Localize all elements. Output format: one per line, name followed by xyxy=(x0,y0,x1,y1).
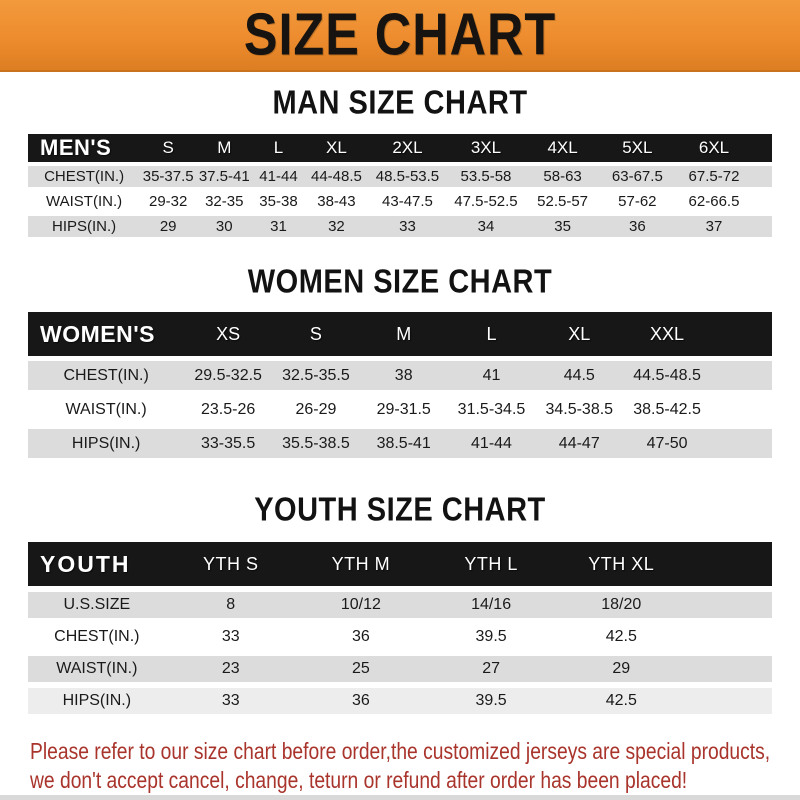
size-value-cell: 37.5-41 xyxy=(198,168,250,185)
size-value-cell: 33 xyxy=(221,628,240,645)
size-column-header: XS xyxy=(184,312,272,356)
size-value-cell: 43-47.5 xyxy=(382,193,433,210)
size-value-cell: 37 xyxy=(705,218,723,235)
size-value-cell: 44.5-48.5 xyxy=(633,366,701,384)
size-column-header: 6XL xyxy=(675,134,754,162)
youth-size-table xyxy=(28,536,772,720)
size-value-cell: 58-63 xyxy=(543,168,582,185)
size-value-cell: 29-31.5 xyxy=(376,400,431,418)
row-spacer-cell xyxy=(753,166,772,187)
header-spacer-cell xyxy=(753,134,772,162)
size-value-cell: 38 xyxy=(394,366,413,384)
row-label-cell: HIPS(IN.) xyxy=(71,434,141,452)
row-label-cell: WAIST(IN.) xyxy=(56,660,138,677)
row-spacer-cell xyxy=(711,429,772,458)
size-value-cell: 8 xyxy=(226,596,236,613)
size-value-cell: 26-29 xyxy=(295,400,337,418)
size-value-cell: 29 xyxy=(612,660,631,677)
size-column-header: 5XL xyxy=(600,134,675,162)
row-label-cell: WAIST(IN.) xyxy=(65,400,147,418)
table-row xyxy=(28,166,772,187)
size-value-cell: 34 xyxy=(477,218,495,235)
section-women xyxy=(0,263,800,463)
size-value-cell: 32.5-35.5 xyxy=(282,366,350,384)
header-spacer-cell xyxy=(686,542,772,586)
size-value-cell: 44.5 xyxy=(563,366,595,384)
footer-line-1: Please refer to our size chart before order,the customized jerseys are special products, xyxy=(30,738,771,764)
size-column-header: YTH XL xyxy=(556,542,686,586)
header-spacer-cell xyxy=(711,312,772,356)
size-value-cell: 35.5-38.5 xyxy=(282,434,350,452)
table-title-cell: YOUTH xyxy=(28,542,166,586)
size-value-cell: 33 xyxy=(221,692,240,709)
row-spacer-cell xyxy=(686,656,772,682)
size-value-cell: 32-35 xyxy=(205,193,244,210)
size-column-header: YTH S xyxy=(166,542,296,586)
size-value-cell: 38.5-42.5 xyxy=(633,400,701,418)
size-value-cell: 32 xyxy=(328,218,345,235)
size-value-cell: 18/20 xyxy=(601,596,642,613)
table-header-row xyxy=(28,312,772,356)
size-value-cell: 39.5 xyxy=(475,692,507,709)
size-value-cell: 35 xyxy=(554,218,571,235)
table-row xyxy=(28,656,772,682)
youth-section-heading-text: YOUTH SIZE CHART xyxy=(254,491,546,529)
size-column-header: YTH M xyxy=(296,542,426,586)
men-section-heading-text: MAN SIZE CHART xyxy=(272,84,528,122)
size-value-cell: 23.5-26 xyxy=(201,400,256,418)
size-column-header: S xyxy=(140,134,196,162)
women-size-table xyxy=(28,307,772,463)
size-value-cell: 29 xyxy=(159,218,177,235)
row-spacer-cell xyxy=(686,592,772,618)
table-header-row xyxy=(28,542,772,586)
size-value-cell: 27 xyxy=(482,660,500,677)
table-header-row xyxy=(28,134,772,162)
table-row xyxy=(28,216,772,237)
table-row xyxy=(28,395,772,424)
size-value-cell: 41-44 xyxy=(471,434,512,452)
size-value-cell: 67.5-72 xyxy=(688,168,740,185)
row-label-cell: CHEST(IN.) xyxy=(44,168,125,185)
size-value-cell: 31.5-34.5 xyxy=(457,400,526,418)
size-value-cell: 35-38 xyxy=(259,193,298,210)
size-column-header: YTH L xyxy=(426,542,556,586)
row-spacer-cell xyxy=(711,395,772,424)
size-value-cell: 33 xyxy=(399,218,416,235)
row-label-cell: HIPS(IN.) xyxy=(51,218,117,235)
size-value-cell: 34.5-38.5 xyxy=(545,400,614,418)
men-size-table xyxy=(28,130,772,241)
row-label-cell: U.S.SIZE xyxy=(63,596,131,613)
table-row xyxy=(28,592,772,618)
size-value-cell: 29-32 xyxy=(149,193,188,210)
men-section-heading xyxy=(0,84,800,122)
row-label-cell: CHEST(IN.) xyxy=(63,366,149,384)
size-column-header: M xyxy=(360,312,448,356)
size-column-header: L xyxy=(252,134,304,162)
size-value-cell: 48.5-53.5 xyxy=(375,168,440,185)
row-spacer-cell xyxy=(753,216,772,237)
size-value-cell: 47.5-52.5 xyxy=(454,193,518,210)
size-value-cell: 41 xyxy=(482,366,501,384)
table-row xyxy=(28,361,772,390)
size-value-cell: 35-37.5 xyxy=(142,168,194,185)
size-value-cell: 53.5-58 xyxy=(460,168,512,185)
size-value-cell: 42.5 xyxy=(605,628,637,645)
size-value-cell: 63-67.5 xyxy=(611,168,663,185)
table-row xyxy=(28,191,772,212)
size-value-cell: 57-62 xyxy=(618,193,657,210)
size-value-cell: 31 xyxy=(270,218,287,235)
size-value-cell: 52.5-57 xyxy=(537,193,589,210)
row-label-cell: CHEST(IN.) xyxy=(54,628,140,645)
row-label-cell: WAIST(IN.) xyxy=(46,193,123,210)
size-value-cell: 38-43 xyxy=(317,193,356,210)
table-row xyxy=(28,688,772,714)
size-value-cell: 36 xyxy=(352,692,370,709)
section-men xyxy=(0,84,800,241)
size-value-cell: 33-35.5 xyxy=(201,434,256,452)
size-value-cell: 39.5 xyxy=(475,628,507,645)
bottom-strip xyxy=(0,795,800,800)
size-value-cell: 30 xyxy=(215,218,233,235)
size-value-cell: 36 xyxy=(352,628,370,645)
size-column-header: 4XL xyxy=(525,134,600,162)
size-column-header: XL xyxy=(305,134,369,162)
row-spacer-cell xyxy=(686,624,772,650)
size-value-cell: 44-47 xyxy=(558,434,600,452)
footer-line-2: we don't accept cancel, change, teturn or refund after order has been placed! xyxy=(30,767,688,793)
size-value-cell: 62-66.5 xyxy=(688,193,740,210)
size-column-header: XXL xyxy=(623,312,711,356)
row-spacer-cell xyxy=(711,361,772,390)
size-value-cell: 10/12 xyxy=(340,596,381,613)
women-section-heading-text: WOMEN SIZE CHART xyxy=(247,263,553,301)
table-title-cell: MEN'S xyxy=(28,134,140,162)
size-column-header: S xyxy=(272,312,360,356)
row-spacer-cell xyxy=(753,191,772,212)
size-value-cell: 38.5-41 xyxy=(376,434,431,452)
size-column-header: L xyxy=(448,312,536,356)
size-value-cell: 47-50 xyxy=(646,434,688,452)
page-title: SIZE CHART xyxy=(243,1,557,69)
size-value-cell: 41-44 xyxy=(259,168,298,185)
size-column-header: 3XL xyxy=(447,134,526,162)
row-spacer-cell xyxy=(686,688,772,714)
size-value-cell: 23 xyxy=(221,660,240,677)
size-column-header: M xyxy=(196,134,252,162)
size-value-cell: 44-48.5 xyxy=(310,168,362,185)
size-value-cell: 14/16 xyxy=(471,596,512,613)
size-column-header: 2XL xyxy=(368,134,447,162)
row-label-cell: HIPS(IN.) xyxy=(62,692,132,709)
size-value-cell: 36 xyxy=(629,218,646,235)
women-section-heading xyxy=(0,263,800,301)
size-value-cell: 29.5-32.5 xyxy=(194,366,262,384)
footer-note xyxy=(30,737,800,795)
table-title-cell: WOMEN'S xyxy=(28,312,184,356)
banner xyxy=(0,0,800,72)
table-row xyxy=(28,429,772,458)
size-value-cell: 42.5 xyxy=(605,692,637,709)
table-row xyxy=(28,624,772,650)
section-youth xyxy=(0,491,800,720)
youth-section-heading xyxy=(0,491,800,529)
size-column-header: XL xyxy=(535,312,623,356)
size-value-cell: 25 xyxy=(352,660,370,677)
